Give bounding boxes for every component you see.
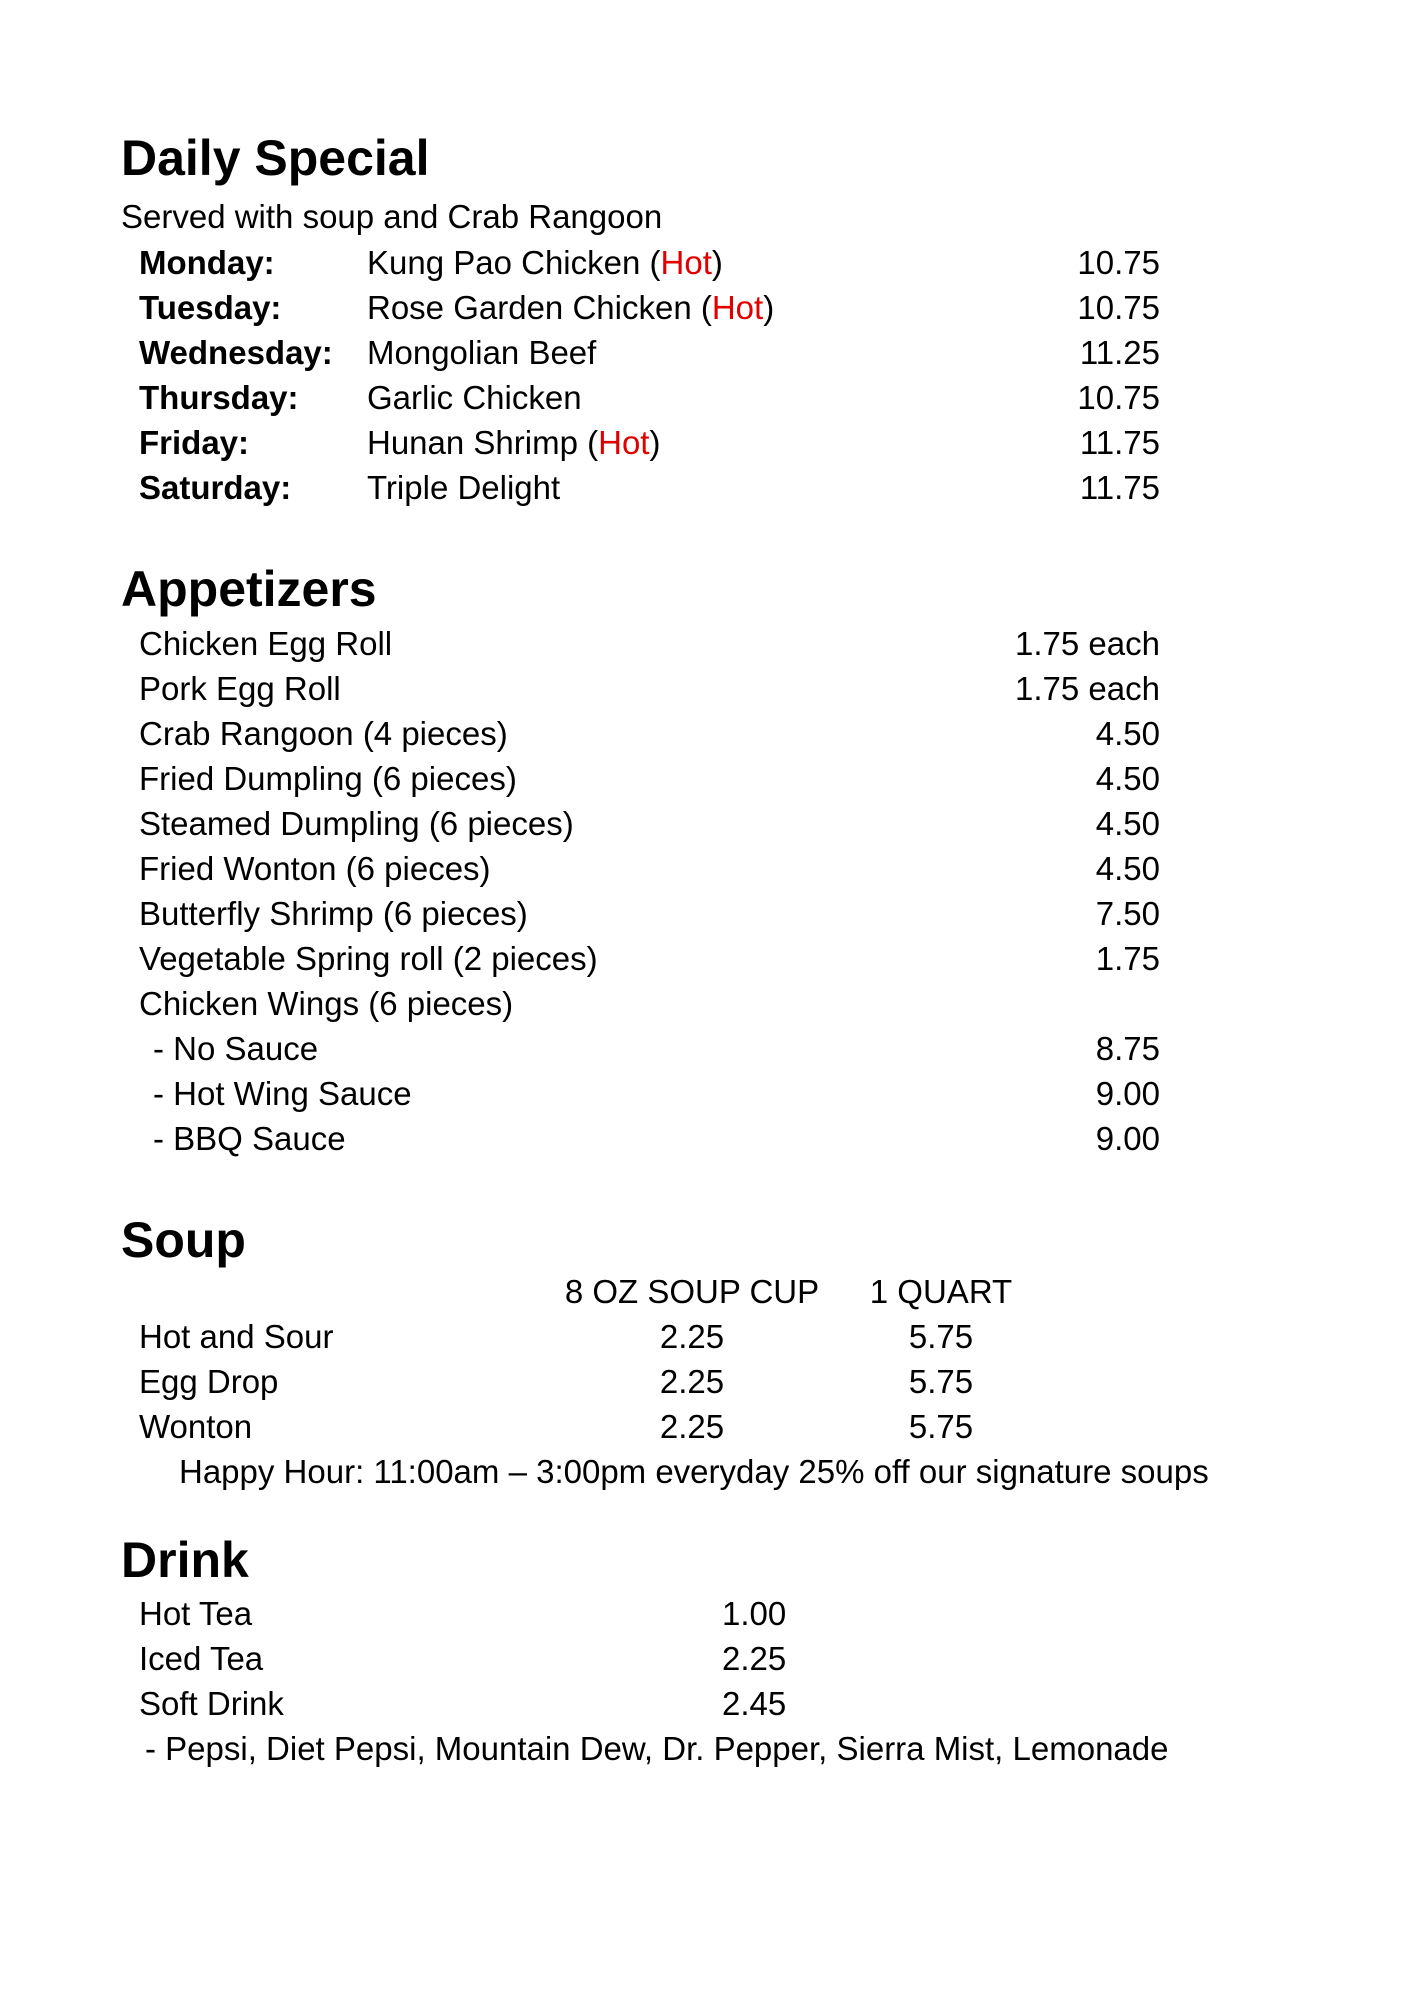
appetizer-row [0, 981, 1410, 1026]
soft-drink-list: - Pepsi, Diet Pepsi, Mountain Dew, Dr. Pepper, Sierra Mist, Lemonade [145, 1730, 1169, 1767]
quart-price: 5.75 [908, 1363, 974, 1400]
drink-row [0, 1681, 1410, 1726]
price: 4.50 [1095, 850, 1160, 887]
price: 2.25 [722, 1640, 787, 1677]
quart-price: 5.75 [908, 1408, 974, 1445]
appetizer-row [0, 936, 1410, 981]
day-label: Monday: [139, 244, 275, 281]
price: 10.75 [1077, 379, 1160, 416]
item-name: Steamed Dumpling (6 pieces) [139, 805, 574, 842]
price: 7.50 [1095, 895, 1160, 932]
option-name: - Hot Wing Sauce [153, 1075, 412, 1112]
hot-open: ( [577, 424, 599, 461]
price: 11.75 [1079, 469, 1160, 506]
appetizer-row [0, 891, 1410, 936]
item-name: Chicken Egg Roll [139, 625, 393, 662]
item-name: Crab Rangoon (4 pieces) [139, 715, 508, 752]
day-label: Wednesday: [139, 334, 333, 371]
item-name: Hot Tea [139, 1595, 253, 1632]
day-label: Friday: [139, 424, 250, 461]
dish-name [367, 375, 582, 420]
appetizer-row [0, 666, 1410, 711]
appetizer-row [0, 756, 1410, 801]
dish-name [367, 285, 774, 330]
item-name: Butterfly Shrimp (6 pieces) [139, 895, 528, 932]
item-name: Chicken Wings (6 pieces) [139, 985, 514, 1022]
cup-price: 2.25 [659, 1318, 725, 1355]
item-name: Pork Egg Roll [139, 670, 341, 707]
happy-hour-note: Happy Hour: 11:00am – 3:00pm everyday 25% off our signature soups [179, 1453, 1209, 1490]
item-name: Hot and Sour [139, 1318, 334, 1355]
dish-text: Garlic Chicken [367, 379, 582, 416]
soup-row [0, 1359, 1410, 1404]
column-header-cup: 8 OZ SOUP CUP [564, 1273, 820, 1310]
daily-special-row-wednesday [0, 330, 1410, 375]
daily-special-row-friday [0, 420, 1410, 465]
item-name: Egg Drop [139, 1363, 279, 1400]
appetizer-row [0, 801, 1410, 846]
daily-special-row-saturday [0, 465, 1410, 510]
price: 4.50 [1095, 760, 1160, 797]
appetizers-heading: Appetizers [121, 561, 377, 617]
hot-label: Hot [660, 244, 712, 281]
hot-label: Hot [598, 424, 650, 461]
daily-special-row-monday [0, 240, 1410, 285]
soup-column-headers [0, 1269, 1410, 1314]
price: 9.00 [1095, 1075, 1160, 1112]
soup-row [0, 1404, 1410, 1449]
daily-special-row-thursday [0, 375, 1410, 420]
daily-special-row-tuesday [0, 285, 1410, 330]
hot-close: ) [763, 289, 775, 326]
soup-row [0, 1314, 1410, 1359]
option-name: - BBQ Sauce [153, 1120, 346, 1157]
appetizer-row [0, 621, 1410, 666]
price: 2.45 [722, 1685, 787, 1722]
cup-price: 2.25 [659, 1408, 725, 1445]
dish-text: Mongolian Beef [367, 334, 597, 371]
daily-special-heading: Daily Special [121, 130, 430, 186]
day-label: Tuesday: [139, 289, 282, 326]
item-name: Soft Drink [139, 1685, 284, 1722]
price: 9.00 [1095, 1120, 1160, 1157]
price: 1.75 [1095, 940, 1160, 977]
item-name: Fried Dumpling (6 pieces) [139, 760, 517, 797]
price: 4.50 [1095, 805, 1160, 842]
column-header-quart: 1 QUART [869, 1273, 1013, 1310]
price: 11.25 [1079, 334, 1160, 371]
wing-option-row [0, 1026, 1410, 1071]
price: 8.75 [1095, 1030, 1160, 1067]
soup-heading: Soup [121, 1212, 246, 1268]
daily-special-subtitle: Served with soup and Crab Rangoon [121, 198, 663, 235]
item-name: Wonton [139, 1408, 253, 1445]
option-name: - No Sauce [153, 1030, 319, 1067]
item-name: Iced Tea [139, 1640, 264, 1677]
dish-text: Rose Garden Chicken [367, 289, 692, 326]
price: 11.75 [1079, 424, 1160, 461]
price: 10.75 [1077, 289, 1160, 326]
hot-close: ) [711, 244, 723, 281]
item-name: Fried Wonton (6 pieces) [139, 850, 491, 887]
price: 1.75 each [1015, 670, 1160, 707]
hot-open: ( [640, 244, 661, 281]
price: 1.00 [722, 1595, 787, 1632]
drink-row [0, 1591, 1410, 1636]
price: 4.50 [1095, 715, 1160, 752]
dish-name [367, 240, 723, 285]
dish-text: Triple Delight [367, 469, 561, 506]
quart-price: 5.75 [908, 1318, 974, 1355]
appetizer-row [0, 846, 1410, 891]
hot-close: ) [649, 424, 661, 461]
dish-text: Hunan Shrimp [367, 424, 578, 461]
hot-open: ( [691, 289, 712, 326]
day-label: Thursday: [139, 379, 299, 416]
wing-option-row [0, 1071, 1410, 1116]
cup-price: 2.25 [659, 1363, 725, 1400]
dish-name [367, 330, 596, 375]
appetizer-row [0, 711, 1410, 756]
dish-name [367, 420, 660, 465]
wing-option-row [0, 1116, 1410, 1161]
dish-name [367, 465, 560, 510]
dish-text: Kung Pao Chicken [367, 244, 641, 281]
drink-row [0, 1636, 1410, 1681]
drink-heading: Drink [121, 1532, 249, 1588]
price: 10.75 [1077, 244, 1160, 281]
item-name: Vegetable Spring roll (2 pieces) [139, 940, 598, 977]
day-label: Saturday: [139, 469, 292, 506]
price: 1.75 each [1015, 625, 1160, 662]
hot-label: Hot [711, 289, 764, 326]
